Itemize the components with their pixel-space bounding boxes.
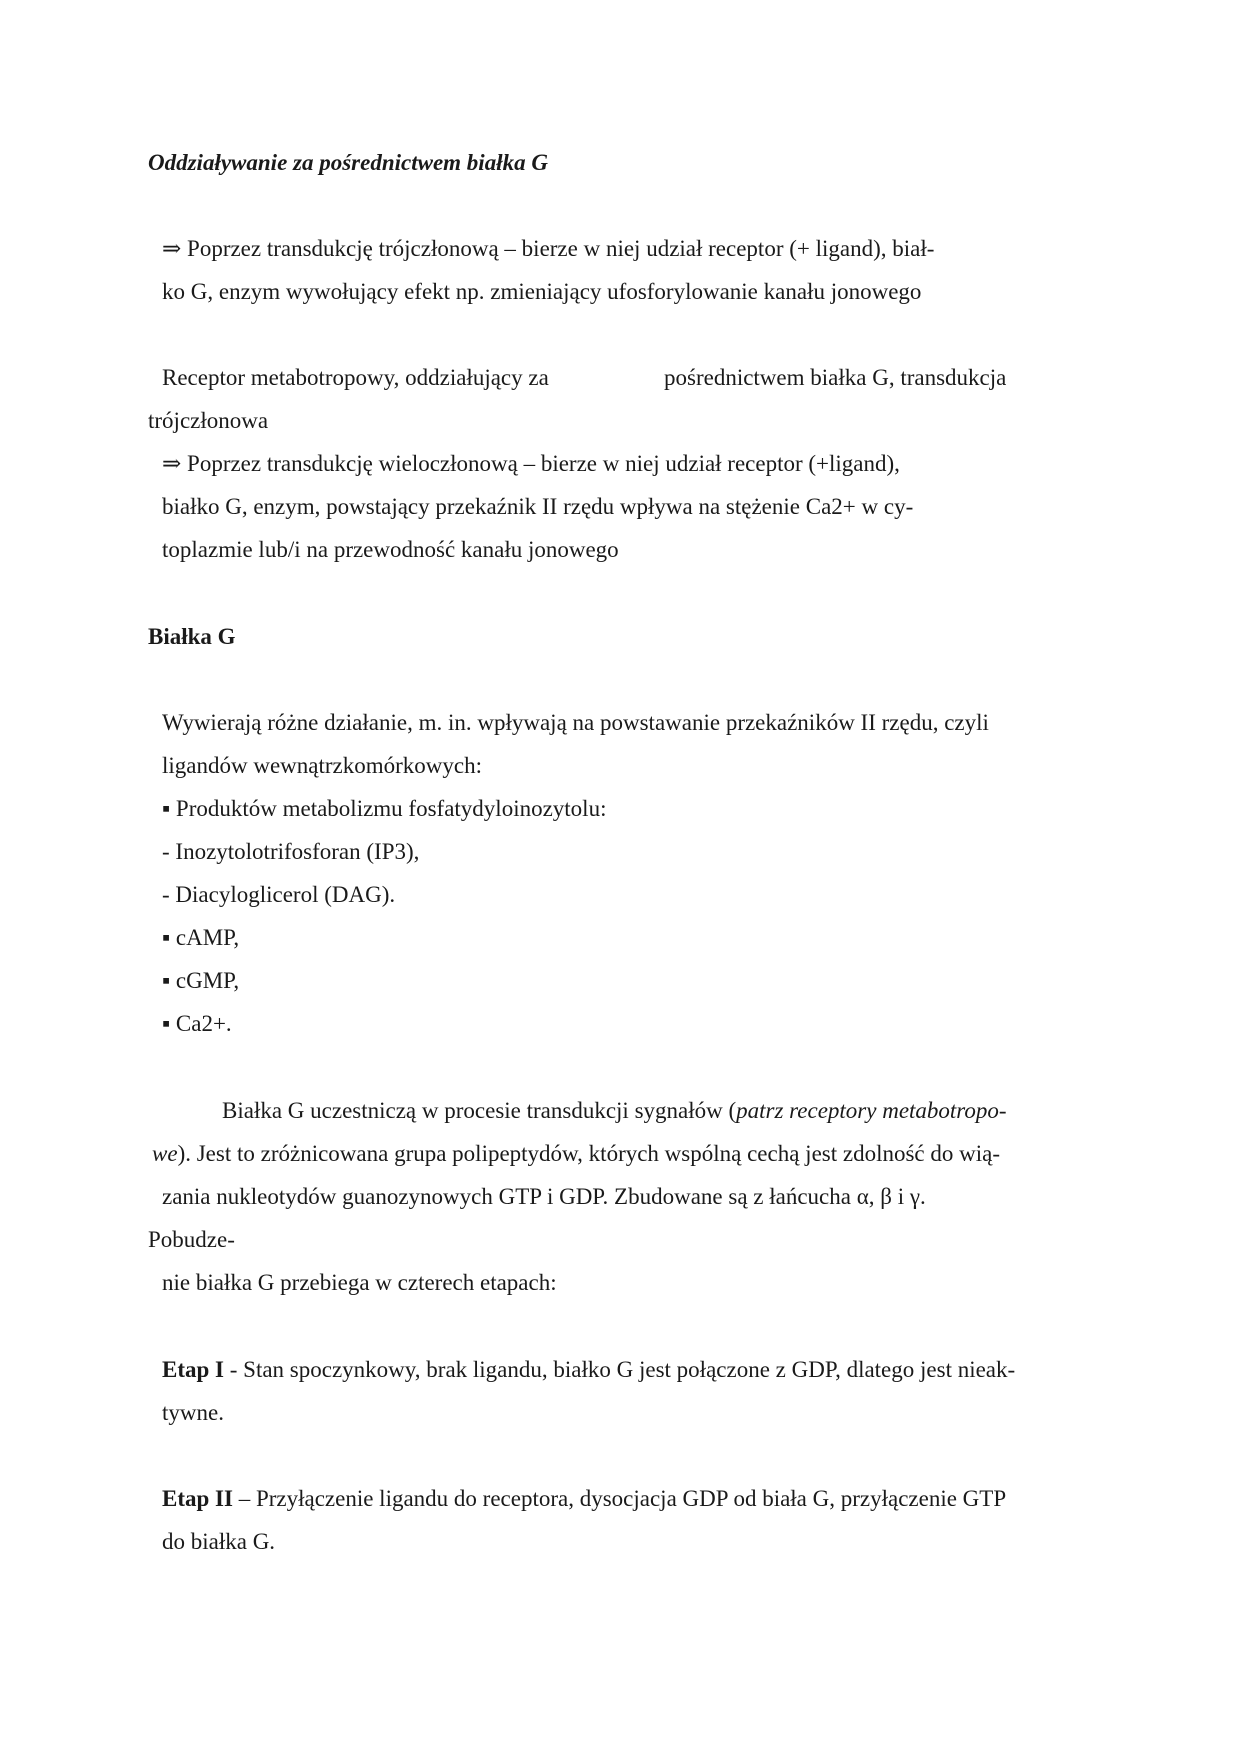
text-run: Białka G uczestniczą w procesie transdukcji sygnałów ( bbox=[222, 1098, 737, 1123]
paragraph-line: Receptor metabotropowy, oddziałujący za bbox=[162, 365, 549, 390]
paragraph-line: do białka G. bbox=[162, 1529, 276, 1554]
list-item: ▪ Produktów metabolizmu fosfatydyloinozytolu: bbox=[162, 796, 607, 821]
paragraph-line: pośrednictwem białka G, transdukcja bbox=[664, 365, 1007, 390]
section-title-oddzialywanie: Oddziaływanie za pośrednictwem białka G bbox=[148, 150, 548, 175]
section-title-bialka-g: Białka G bbox=[148, 624, 236, 649]
text-run-italic: we bbox=[152, 1141, 178, 1166]
paragraph-line: trójczłonowa bbox=[148, 408, 269, 433]
paragraph-line bbox=[152, 1139, 1000, 1169]
paragraph-line: toplazmie lub/i na przewodność kanału jonowego bbox=[162, 537, 619, 562]
text-run: - Stan spoczynkowy, brak ligandu, białko G jest połączone z GDP, dlatego jest nieak- bbox=[224, 1357, 1016, 1382]
text-run: ). Jest to zróżnicowana grupa polipeptydów, których wspólną cechą jest zdolność do wią- bbox=[177, 1141, 1000, 1166]
etap-label: Etap I bbox=[162, 1357, 224, 1382]
paragraph-line bbox=[162, 1355, 1015, 1385]
paragraph-line: zania nukleotydów guanozynowych GTP i GDP. Zbudowane są z łańcucha α, β i γ. bbox=[162, 1184, 926, 1209]
paragraph-line: tywne. bbox=[162, 1400, 224, 1425]
etap-label: Etap II bbox=[162, 1486, 233, 1511]
paragraph-line: Pobudze- bbox=[148, 1227, 235, 1252]
text-run-italic: patrz receptory metabotropo- bbox=[736, 1098, 1007, 1123]
paragraph-line: Wywierają różne działanie, m. in. wpływają na powstawanie przekaźników II rzędu, czyli bbox=[162, 710, 989, 735]
text-run: – Przyłączenie ligandu do receptora, dysocjacja GDP od biała G, przyłączenie GTP bbox=[232, 1486, 1007, 1511]
list-item: ▪ cGMP, bbox=[162, 968, 240, 993]
paragraph-line bbox=[162, 1484, 1006, 1514]
paragraph-line bbox=[222, 1096, 1007, 1126]
list-item: ▪ cAMP, bbox=[162, 925, 240, 950]
list-item: ▪ Ca2+. bbox=[162, 1011, 232, 1036]
paragraph-line: ⇒ Poprzez transdukcję wieloczłonową – bierze w niej udział receptor (+ligand), bbox=[162, 451, 900, 476]
list-item: - Inozytolotrifosforan (IP3), bbox=[162, 839, 420, 864]
paragraph-line: ko G, enzym wywołujący efekt np. zmieniający ufosforylowanie kanału jonowego bbox=[162, 279, 922, 304]
paragraph-line: ligandów wewnątrzkomórkowych: bbox=[162, 753, 483, 778]
paragraph-line: białko G, enzym, powstający przekaźnik II rzędu wpływa na stężenie Ca2+ w cy- bbox=[162, 494, 914, 519]
paragraph-line: nie białka G przebiega w czterech etapach: bbox=[162, 1270, 557, 1295]
list-item: - Diacyloglicerol (DAG). bbox=[162, 882, 396, 907]
paragraph-line: ⇒ Poprzez transdukcję trójczłonową – bierze w niej udział receptor (+ ligand), biał- bbox=[162, 236, 935, 261]
